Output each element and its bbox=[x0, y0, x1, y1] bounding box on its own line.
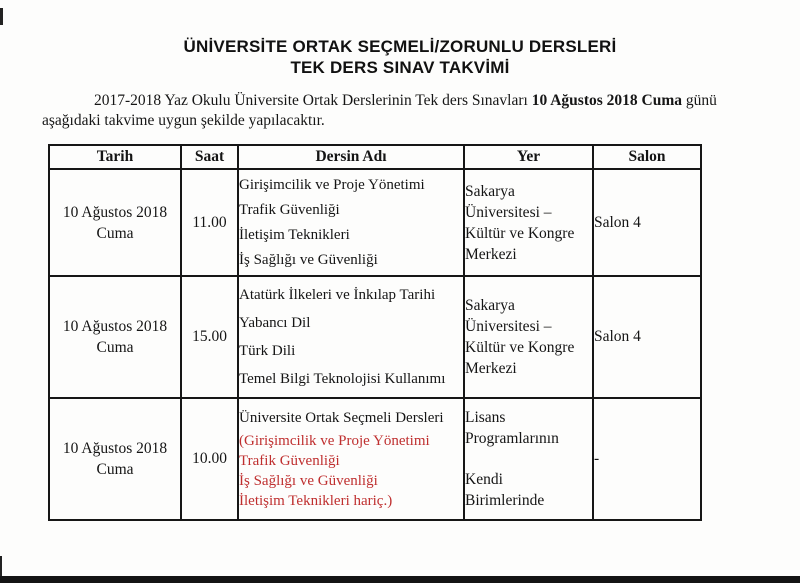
cell-salon: Salon 4 bbox=[593, 169, 701, 276]
title-line-1: ÜNİVERSİTE ORTAK SEÇMELİ/ZORUNLU DERSLERİ bbox=[183, 37, 617, 56]
exam-date: 10 Ağustos 2018 Cuma bbox=[62, 440, 168, 478]
cell-yer bbox=[464, 398, 593, 520]
col-header-dersin-adi: Dersin Adı bbox=[238, 145, 464, 169]
table-row bbox=[49, 169, 701, 276]
exam-location-line: Lisans Programlarının bbox=[465, 409, 559, 447]
course-line: İletişim Teknikleri bbox=[239, 227, 350, 243]
cell-dersin-adi bbox=[238, 398, 464, 520]
excluded-course-line: (Girişimcilik ve Proje Yönetimi bbox=[239, 432, 430, 449]
exam-location: Sakarya Üniversitesi – Kültür ve Kongre Merkezi bbox=[465, 297, 575, 377]
intro-text-before: 2017-2018 Yaz Okulu Üniversite Ortak Derslerinin Tek ders Sınavları bbox=[94, 92, 532, 109]
course-line: Temel Bilgi Teknolojisi Kullanımı bbox=[239, 371, 446, 387]
col-header-tarih: Tarih bbox=[49, 145, 181, 169]
cell-tarih bbox=[49, 276, 181, 398]
course-line: İş Sağlığı ve Güvenliği bbox=[239, 252, 378, 268]
col-header-salon: Salon bbox=[593, 145, 701, 169]
title-line-2: TEK DERS SINAV TAKVİMİ bbox=[290, 58, 510, 77]
excluded-courses-note bbox=[239, 431, 463, 511]
exam-date: 10 Ağustos 2018 Cuma bbox=[62, 203, 168, 242]
table-header-row bbox=[49, 145, 701, 169]
course-line: Türk Dili bbox=[239, 343, 296, 359]
excluded-course-line: İletişim Teknikleri hariç.) bbox=[239, 492, 393, 509]
document-title bbox=[0, 36, 800, 78]
table-row bbox=[49, 398, 701, 520]
cell-saat: 11.00 bbox=[181, 169, 238, 276]
course-line: Atatürk İlkeleri ve İnkılap Tarihi bbox=[239, 287, 436, 303]
excluded-course-line: Trafik Güvenliği bbox=[239, 452, 340, 469]
exam-location: Sakarya Üniversitesi – Kültür ve Kongre Merkezi bbox=[465, 182, 575, 263]
cell-dersin-adi bbox=[238, 169, 464, 276]
intro-exam-date: 10 Ağustos 2018 Cuma bbox=[531, 92, 683, 109]
course-line: Yabancı Dil bbox=[239, 315, 311, 331]
cell-saat: 15.00 bbox=[181, 276, 238, 398]
cell-salon: Salon 4 bbox=[593, 276, 701, 398]
course-line: Girişimcilik ve Proje Yönetimi bbox=[239, 177, 425, 193]
scan-edge-bottom-bar bbox=[0, 576, 800, 583]
scan-artifact-left-top bbox=[0, 8, 3, 25]
exam-location-line: Kendi Birimlerinde bbox=[465, 471, 545, 509]
cell-yer bbox=[464, 276, 593, 398]
cell-salon: - bbox=[593, 398, 701, 520]
cell-saat: 10.00 bbox=[181, 398, 238, 520]
table-row bbox=[49, 276, 701, 398]
cell-yer bbox=[464, 169, 593, 276]
exam-date: 10 Ağustos 2018 Cuma bbox=[62, 318, 168, 356]
cell-dersin-adi bbox=[238, 276, 464, 398]
col-header-saat: Saat bbox=[181, 145, 238, 169]
col-header-yer: Yer bbox=[464, 145, 593, 169]
scan-artifact-left-bottom bbox=[0, 556, 2, 576]
course-group-title: Üniversite Ortak Seçmeli Dersleri bbox=[239, 409, 444, 426]
course-line: Trafik Güvenliği bbox=[239, 202, 340, 218]
intro-paragraph bbox=[42, 91, 758, 131]
exam-schedule-table bbox=[48, 144, 702, 521]
cell-tarih bbox=[49, 169, 181, 276]
cell-tarih bbox=[49, 398, 181, 520]
excluded-course-line: İş Sağlığı ve Güvenliği bbox=[239, 472, 378, 489]
intro-text-after: günü aşağıdaki takvime uygun şekilde yapılacaktır. bbox=[42, 92, 717, 129]
